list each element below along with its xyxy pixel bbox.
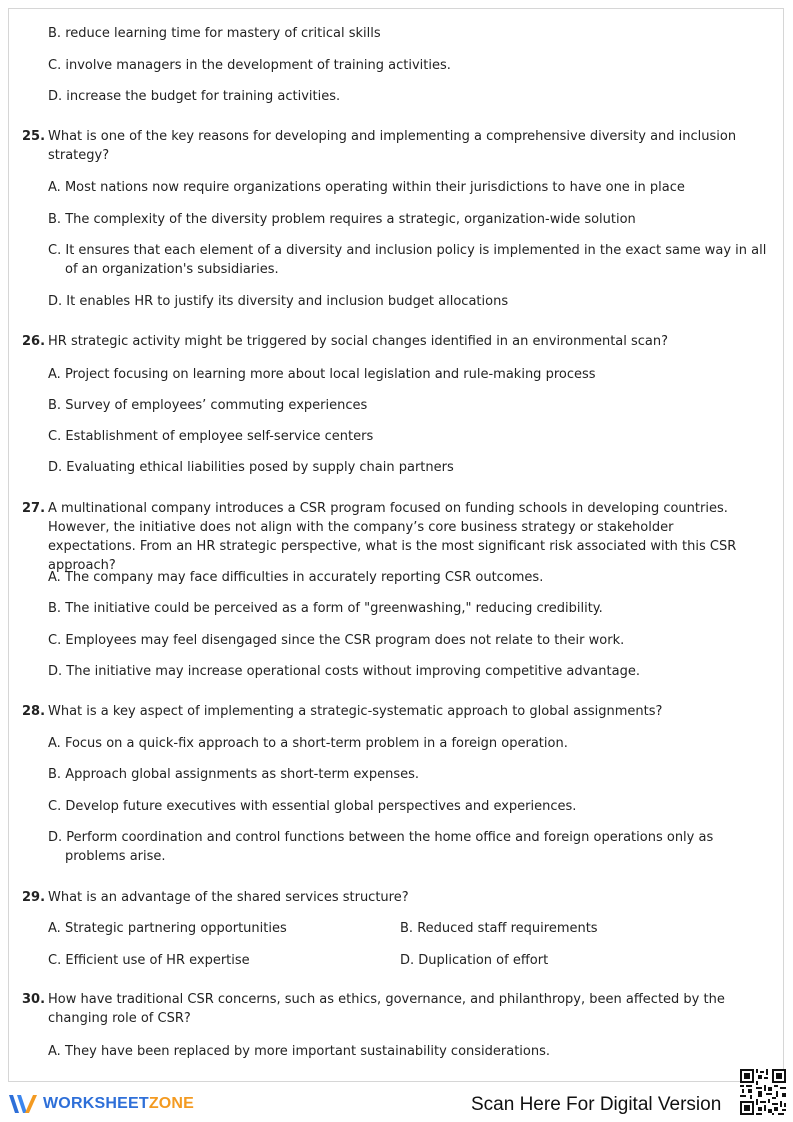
option-letter: B. — [48, 398, 62, 413]
worksheet-zone-logo[interactable] — [8, 1093, 194, 1115]
option-letter: A. — [48, 1044, 61, 1059]
option-text: The initiative may increase operational costs without improving competitive advantage. — [66, 664, 640, 679]
q25-option-c[interactable] — [48, 241, 770, 279]
option-letter: C. — [48, 633, 62, 648]
option-text: Focus on a quick-fix approach to a short-term problem in a foreign operation. — [64, 736, 568, 751]
option-letter: D. — [48, 89, 63, 104]
q25-option-b[interactable] — [48, 210, 636, 229]
question-number: 27. — [22, 501, 46, 516]
option-text: The initiative could be perceived as a form of "greenwashing," reducing credibility. — [65, 601, 603, 616]
q24-option-b[interactable] — [48, 24, 381, 43]
question-text: What is one of the key reasons for developing and implementing a comprehensive diversity and inclusion strategy? — [48, 129, 737, 163]
question-text: HR strategic activity might be triggered by social changes identified in an environmental scan? — [48, 334, 669, 349]
option-letter: B. — [400, 921, 414, 936]
question-29 — [22, 888, 752, 907]
question-number: 28. — [22, 704, 46, 719]
option-letter: D. — [48, 664, 63, 679]
question-27 — [22, 499, 752, 575]
q29-option-a[interactable] — [48, 919, 287, 938]
option-text: Strategic partnering opportunities — [64, 921, 287, 936]
q27-option-a[interactable] — [48, 568, 543, 587]
option-text: Perform coordination and control functions between the home office and foreign operations only as problems arise. — [65, 830, 714, 864]
option-text: Efficient use of HR expertise — [65, 953, 250, 968]
option-text: The complexity of the diversity problem requires a strategic, organization-wide solution — [65, 212, 636, 227]
option-letter: A. — [48, 736, 61, 751]
option-letter: B. — [48, 26, 62, 41]
option-letter: C. — [48, 58, 62, 73]
q26-option-d[interactable] — [48, 458, 454, 477]
option-text: Develop future executives with essential global perspectives and experiences. — [65, 799, 577, 814]
q28-option-b[interactable] — [48, 765, 419, 784]
question-number: 25. — [22, 129, 46, 144]
q25-option-d[interactable] — [48, 292, 508, 311]
option-text: reduce learning time for mastery of critical skills — [65, 26, 381, 41]
option-letter: A. — [48, 921, 61, 936]
q24-option-c[interactable] — [48, 56, 451, 75]
question-text: What is an advantage of the shared services structure? — [48, 890, 409, 905]
q28-option-a[interactable] — [48, 734, 568, 753]
question-text: How have traditional CSR concerns, such as ethics, governance, and philanthropy, been affected by the changing role of CSR? — [48, 992, 725, 1026]
question-text: What is a key aspect of implementing a strategic-systematic approach to global assignments? — [48, 704, 663, 719]
option-letter: A. — [48, 570, 61, 585]
option-letter: A. — [48, 180, 61, 195]
q29-option-d[interactable] — [400, 951, 548, 970]
q30-option-a[interactable] — [48, 1042, 550, 1061]
qr-code-icon[interactable] — [740, 1069, 786, 1115]
q24-option-d[interactable] — [48, 87, 340, 106]
option-letter: C. — [48, 243, 62, 258]
option-text: Most nations now require organizations operating within their jurisdictions to have one in place — [64, 180, 685, 195]
q29-option-c[interactable] — [48, 951, 250, 970]
option-letter: D. — [48, 294, 63, 309]
option-text: Approach global assignments as short-term expenses. — [65, 767, 420, 782]
brand-name-part2: ZONE — [148, 1095, 195, 1112]
option-text: increase the budget for training activities. — [66, 89, 341, 104]
option-text: They have been replaced by more important sustainability considerations. — [64, 1044, 551, 1059]
option-letter: C. — [48, 953, 62, 968]
option-letter: D. — [48, 460, 63, 475]
question-number: 30. — [22, 992, 46, 1007]
option-letter: C. — [48, 429, 62, 444]
option-text: Reduced staff requirements — [417, 921, 598, 936]
question-30 — [22, 990, 752, 1028]
option-text: The company may face difficulties in accurately reporting CSR outcomes. — [64, 570, 544, 585]
brand-name — [43, 1095, 194, 1113]
option-letter: B. — [48, 212, 62, 227]
q26-option-a[interactable] — [48, 365, 596, 384]
brand-name-part1: WORKSHEET — [43, 1095, 149, 1112]
option-letter: B. — [48, 601, 62, 616]
question-text: A multinational company introduces a CSR program focused on funding schools in developing countries. However, the initiative does not align with the company’s core business strategy or stakeholder expectations. From an HR strategic perspective, what is the most significant risk associated with this CSR approach? — [48, 501, 737, 573]
option-text: Employees may feel disengaged since the CSR program does not relate to their work. — [65, 633, 625, 648]
question-28 — [22, 702, 752, 721]
option-text: It ensures that each element of a diversity and inclusion policy is implemented in the exact same way in all of an organization's subsidiaries. — [65, 243, 767, 277]
option-letter: B. — [48, 767, 62, 782]
q27-option-d[interactable] — [48, 662, 640, 681]
q27-option-c[interactable] — [48, 631, 624, 650]
option-letter: A. — [48, 367, 61, 382]
q26-option-b[interactable] — [48, 396, 367, 415]
option-text: Project focusing on learning more about local legislation and rule-making process — [64, 367, 596, 382]
option-text: Evaluating ethical liabilities posed by supply chain partners — [66, 460, 454, 475]
q26-option-c[interactable] — [48, 427, 373, 446]
logo-w-icon — [8, 1093, 38, 1115]
q28-option-c[interactable] — [48, 797, 576, 816]
option-text: involve managers in the development of training activities. — [65, 58, 451, 73]
option-letter: C. — [48, 799, 62, 814]
option-letter: D. — [400, 953, 415, 968]
q28-option-d[interactable] — [48, 828, 770, 866]
q29-option-b[interactable] — [400, 919, 598, 938]
question-number: 29. — [22, 890, 46, 905]
option-text: It enables HR to justify its diversity and inclusion budget allocations — [66, 294, 509, 309]
scan-instruction: Scan Here For Digital Version — [471, 1094, 722, 1115]
question-26 — [22, 332, 752, 351]
option-text: Survey of employees’ commuting experiences — [65, 398, 368, 413]
option-text: Establishment of employee self-service centers — [65, 429, 374, 444]
q27-option-b[interactable] — [48, 599, 603, 618]
q25-option-a[interactable] — [48, 178, 685, 197]
question-number: 26. — [22, 334, 46, 349]
option-letter: D. — [48, 830, 63, 845]
question-25 — [22, 127, 752, 165]
option-text: Duplication of effort — [418, 953, 549, 968]
